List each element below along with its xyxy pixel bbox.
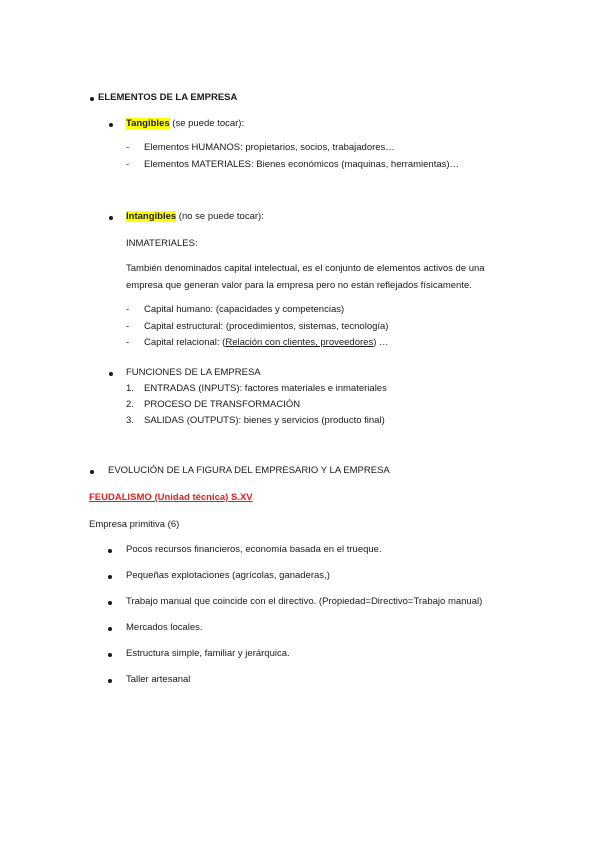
bullet-icon: [90, 470, 94, 474]
list-item: Pocos recursos financieros, economía basada en el trueque.: [126, 544, 382, 555]
list-item: Capital estructural: (procedimientos, sistemas, tecnología): [144, 321, 389, 332]
tangibles-line: [126, 118, 244, 129]
numbered-item: SALIDAS (OUTPUTS): bienes y servicios (producto final): [144, 415, 385, 426]
bullet-icon: [108, 653, 112, 657]
list-item: Pequeñas explotaciones (agrícolas, ganaderas,): [126, 570, 330, 581]
relacional-underlined: Relación con clientes, proveedores: [225, 337, 374, 348]
list-item: Estructura simple, familiar y jerárquica.: [126, 648, 290, 659]
section-heading-elementos: ELEMENTOS DE LA EMPRESA: [98, 92, 238, 103]
list-item-relacional: [144, 337, 389, 348]
bullet-icon: [109, 372, 113, 376]
list-item: Trabajo manual que coincide con el directivo. (Propiedad=Directivo=Trabajo manual): [126, 596, 483, 607]
relacional-prefix: Capital relacional: (: [144, 337, 226, 348]
bullet-icon: [108, 679, 112, 683]
dash-marker: -: [126, 304, 130, 315]
bullet-icon: [108, 549, 112, 553]
list-item: Capital humano: (capacidades y competencias): [144, 304, 345, 315]
era-title: FEUDALISMO (Unidad técnica) S.XV: [89, 492, 253, 503]
list-item: Mercados locales.: [126, 622, 203, 633]
bullet-icon: [108, 601, 112, 605]
dash-marker: -: [126, 321, 130, 332]
bullet-icon: [90, 97, 94, 101]
tangibles-keyword: Tangibles: [126, 118, 170, 129]
paragraph-line: empresa que generan valor para la empresa pero no están reflejados físicamente.: [126, 280, 472, 291]
paragraph-line: También denominados capital intelectual, es el conjunto de elementos activos de una: [126, 263, 485, 274]
dash-marker: -: [126, 142, 130, 153]
numbered-item: PROCESO DE TRANSFORMACIÓN: [144, 399, 301, 410]
dash-marker: -: [126, 337, 130, 348]
numbered-marker: 3.: [126, 415, 134, 426]
relacional-suffix: ) …: [373, 337, 389, 348]
empresa-primitiva-heading: Empresa primitiva (6): [89, 519, 180, 530]
bullet-icon: [109, 216, 113, 220]
bullet-icon: [108, 575, 112, 579]
numbered-item: ENTRADAS (INPUTS): factores materiales e inmateriales: [144, 383, 387, 394]
bullet-icon: [108, 627, 112, 631]
numbered-marker: 1.: [126, 383, 134, 394]
list-item: Elementos MATERIALES: Bienes económicos (maquinas, herramientas)…: [144, 159, 460, 170]
dash-marker: -: [126, 159, 130, 170]
inmateriales-heading: INMATERIALES:: [126, 238, 198, 249]
intangibles-line: [126, 211, 264, 222]
bullet-icon: [109, 123, 113, 127]
list-item: Elementos HUMANOS: propietarios, socios, trabajadores…: [144, 142, 395, 153]
tangibles-rest: (se puede tocar):: [169, 118, 245, 129]
funciones-heading: FUNCIONES DE LA EMPRESA: [126, 367, 261, 378]
list-item: Taller artesanal: [126, 674, 191, 685]
intangibles-rest: (no se puede tocar):: [176, 211, 264, 222]
section-heading-evolucion: EVOLUCIÓN DE LA FIGURA DEL EMPRESARIO Y LA EMPRESA: [108, 465, 390, 476]
intangibles-keyword: Intangibles: [126, 211, 177, 222]
numbered-marker: 2.: [126, 399, 134, 410]
